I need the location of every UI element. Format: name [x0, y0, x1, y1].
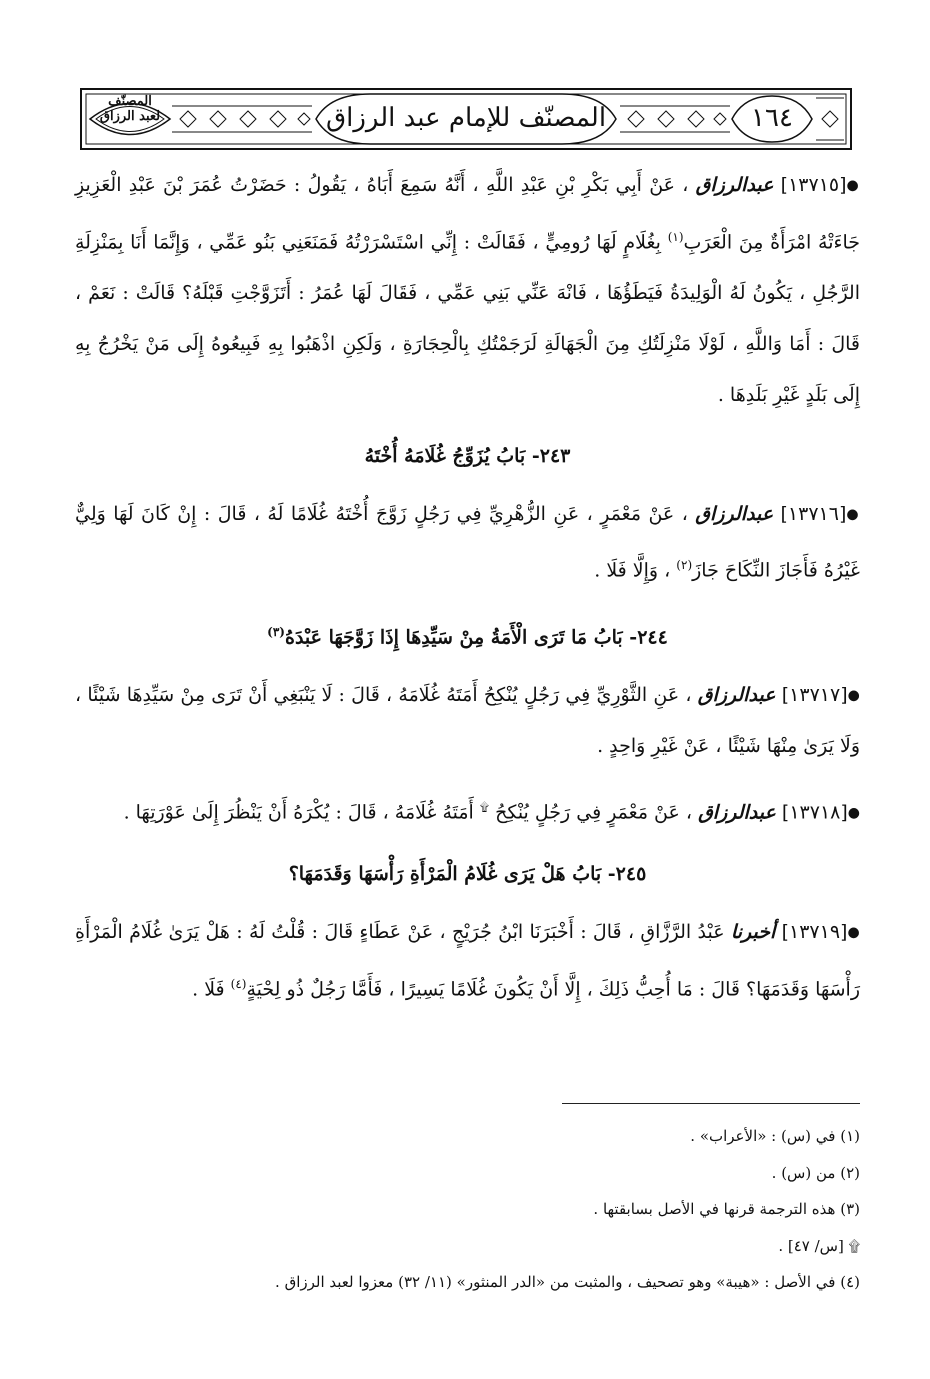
chapter-heading-245: ٢٤٥- بَابُ هَلْ يَرَى غُلَامُ الْمَرْأَةِ رَأْسَهَا وَقَدَمَهَا؟	[288, 863, 647, 886]
hadith-number: [١٣٧١٦]	[780, 502, 847, 525]
footnote-3: (٣) هذه الترجمة قرنها في الأصل بسابقتها .	[593, 1200, 860, 1218]
footnote-ms: ۩ [س/ ٤٧] .	[778, 1236, 860, 1255]
footnotes	[75, 1118, 860, 1301]
logo-seal	[94, 94, 166, 144]
hadith-number: [١٣٧١٨]	[781, 801, 848, 824]
hadith-number: [١٣٧١٩]	[781, 921, 848, 944]
hadith-number: [١٣٧١٧]	[781, 683, 848, 706]
hadith-text: ، عَنْ أَبِي بَكْرِ بْنِ عَبْدِ اللَّهِ ، أَنَّهُ سَمِعَ أَبَاهُ ، يَقُولُ : حَضَرْتُ عُمَرَ بْنَ عَبْدِ الْعَزِيزِ جَاءَتْهُ امْرَأَةٌ مِنَ الْعَرَبِ	[75, 174, 860, 253]
bullet-icon: ●	[847, 924, 860, 941]
running-title: المصنّف للإمام عبد الرزاق	[325, 103, 607, 133]
hadith-author: عبدالرزاق	[695, 174, 774, 196]
hadith-13716	[75, 489, 860, 597]
chapter-title: ٢٤٤- بَابُ مَا تَرَى الْأَمَةُ مِنْ سَيِّدِهَا إِذَا زَوَّجَهَا عَبْدَهُ	[284, 625, 668, 648]
hadith-text-cont: فَلَا .	[192, 978, 225, 1001]
hadith-text: ، عَنِ الثَّوْرِيِّ فِي رَجُلٍ يُنْكِحُ أَمَتَهُ غُلَامَهُ ، قَالَ : لَا يَنْبَغِي أَنْ تَرَى مِنْ سَيِّدِهَا شَيْئًا ، وَلَا يَرَىٰ مِنْهَا شَيْئًا ، عَنْ غَيْرِ وَاحِدٍ .	[75, 683, 860, 758]
bullet-icon: ●	[847, 687, 860, 704]
page-number: ١٦٤	[751, 103, 793, 133]
bullet-icon: ●	[847, 805, 860, 822]
hadith-author: عبدالرزاق	[695, 502, 774, 525]
hadith-text-cont: بِغُلَامٍ لَهَا رُومِيٍّ ، فَقَالَتْ : إِنِّي اسْتَسْرَرْتُهُ فَمَنَعَنِي بَنُو عَمِّي ، وَإِنَّمَا أَنَا بِمَنْزِلَةِ الرَّجُلِ ، يَكُونُ لَهُ الْوَلِيدَةُ فَيَطَؤُهَا ، فَانْهَ عَنِّي بَنِي عَمِّي ، فَقَالَ لَهَا عُمَرُ : أَتَزَوَّجْتِ قَبْلَهُ؟ قَالَتْ : نَعَمْ ، قَالَ : أَمَا وَاللَّهِ ، لَوْلَا مَنْزِلَتُكِ مِنَ الْجَهَالَةِ لَرَجَمْتُكِ بِالْحِجَارَةِ ، وَلَكِنِ اذْهَبُوا بِهِ فَبِيعُوهُ إِلَى مَنْ يَخْرُجُ بِهِ إِلَى بَلَدٍ غَيْرِ بَلَدِهَا .	[75, 230, 860, 406]
hadith-13719	[75, 907, 860, 1015]
manuscript-mark-icon: ۩	[479, 800, 490, 815]
hadith-text: ، عَنْ مَعْمَرٍ ، عَنِ الزُّهْرِيِّ فِي رَجُلٍ زَوَّجَ أُخْتَهُ غُلَامًا لَهُ ، قَالَ : إِنْ كَانَ لَهَا وَلِيٌّ غَيْرُهُ فَأَجَازَ النِّكَاحَ جَازَ	[75, 502, 860, 582]
footnote-divider	[562, 1103, 860, 1104]
bullet-icon: ●	[846, 177, 860, 194]
chapter-heading-243: ٢٤٣- بَابُ يُزَوِّجُ غُلَامَهُ أُخْتَهُ	[364, 444, 571, 467]
hadith-text-cont: ، وَإِلَّا فَلَا .	[594, 559, 671, 582]
hadith-13717	[75, 670, 860, 773]
bullet-icon: ●	[846, 506, 860, 523]
footnote-ref[interactable]: (٤)	[230, 976, 247, 991]
hadith-text-cont: أَمَتَهُ غُلَامَهُ ، قَالَ : يُكْرَهُ أَنْ يَنْظُرَ إِلَىٰ عَوْرَتِهَا .	[123, 801, 474, 824]
hadith-13718	[75, 782, 860, 839]
hadith-author: عبدالرزاق	[697, 683, 776, 706]
footnote-2: (٢) من (س) .	[771, 1163, 860, 1182]
main-text	[75, 160, 860, 1025]
hadith-text: ، عَنْ مَعْمَرٍ فِي رَجُلٍ يُنْكِحُ	[495, 801, 693, 824]
footnote-ref[interactable]: (٢)	[676, 558, 693, 573]
footnote-ref[interactable]: (١)	[667, 229, 684, 244]
footnote-4: (٤) في الأصل : «هيبة» وهو تصحيف ، والمثبت من «الدر المنثور» (١١/ ٣٢) معزوا لعبد الرزاق .	[275, 1273, 860, 1291]
logo-line-1: المصنّف	[108, 94, 152, 109]
hadith-author: عبدالرزاق	[698, 801, 776, 824]
footnote-ref[interactable]: (٣)	[267, 624, 285, 639]
footnote-1: (١) في (س) : «الأعراب» .	[690, 1127, 860, 1145]
hadith-text: عَبْدُ الرَّزَّاقِ ، قَالَ : أَخْبَرَنَا ابْنُ جُرَيْجٍ ، عَنْ عَطَاءٍ قَالَ : قُلْتُ لَهُ : هَلْ يَرَىٰ غُلَامُ الْمَرْأَةِ رَأْسَهَا وَقَدَمَهَا؟ قَالَ : مَا أُحِبُّ ذَلِكَ ، إِلَّا أَنْ يَكُونَ غُلَامًا يَسِيرًا ، فَأَمَّا رَجُلٌ ذُو لِحْيَةٍ	[75, 921, 860, 1001]
logo-line-2: لعبد الرزاق	[99, 109, 161, 124]
chapter-heading-244	[75, 607, 860, 662]
page-header	[80, 88, 852, 150]
hadith-13715	[75, 160, 860, 421]
hadith-number: [١٣٧١٥]	[780, 174, 847, 196]
hadith-author: أخبرنا	[730, 921, 776, 944]
